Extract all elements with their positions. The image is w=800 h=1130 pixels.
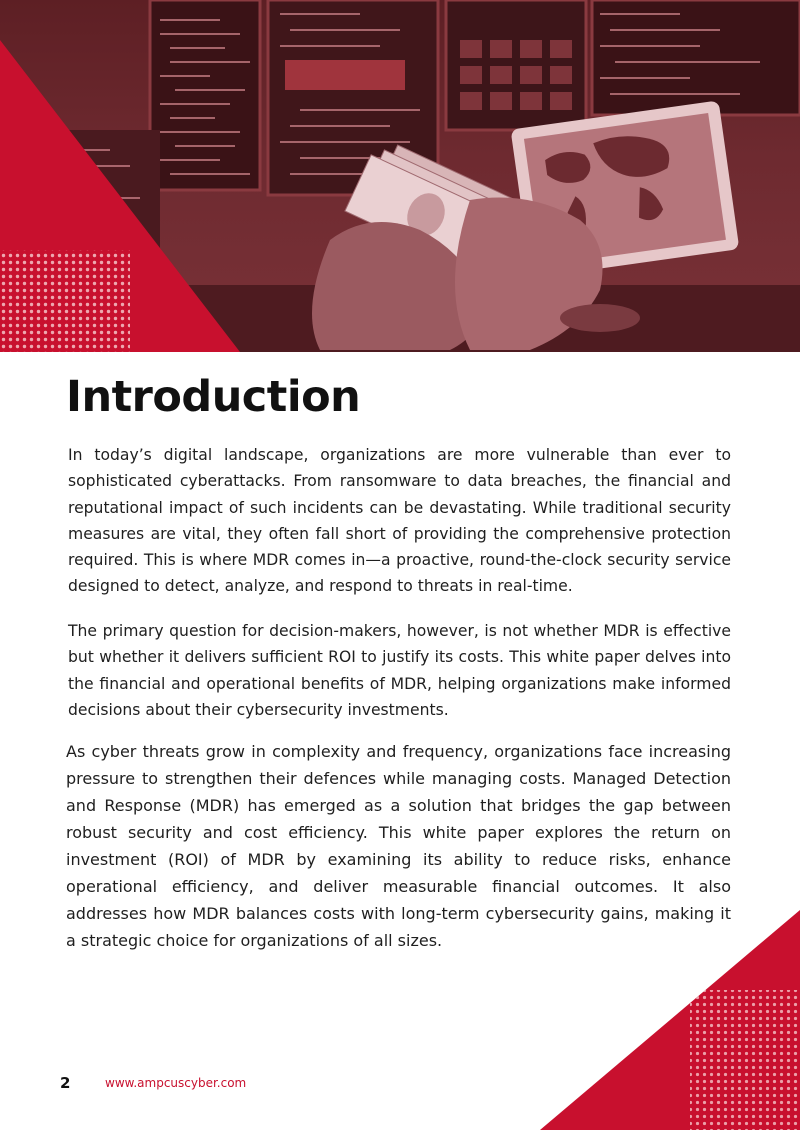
website-link[interactable]: www.ampcuscyber.com (105, 1076, 247, 1090)
intro-paragraph-1: In today’s digital landscape, organizations are more vulnerable than ever to sophisticated cyberattacks. From ransomware to data breaches, the financial and reputational impact of such incidents can be devastating. While traditional security measures are vital, they often fall short of providing the comprehensive protection required. This is where MDR comes in—a proactive, round-the-clock security service designed to detect, analyze, and respond to threats in real-time. (68, 446, 731, 596)
intro-paragraph-2: The primary question for decision-makers, however, is not whether MDR is effective but whether it delivers sufficient ROI to justify its costs. This white paper delves into the financial and operational benefits of MDR, helping organizations make informed decisions about their cybersecurity investments. (68, 622, 731, 719)
page-number: 2 (60, 1074, 71, 1092)
bottom-right-red-triangle (540, 910, 800, 1130)
intro-paragraph-3: As cyber threats grow in complexity and frequency, organizations face increasing pressure to strengthen their defences while managing costs. Managed Detection and Response (MDR) has emerged as a solution that bridges the gap between robust security and cost efficiency. This white paper explores the return on investment (ROI) of MDR by examining its ability to reduce risks, enhance operational efficiency, and deliver measurable financial outcomes. It also addresses how MDR balances costs with long-term cybersecurity gains, making it a strategic choice for organizations of all sizes. (66, 742, 731, 950)
top-left-red-triangle (0, 0, 240, 352)
page-title: Introduction (66, 372, 361, 422)
